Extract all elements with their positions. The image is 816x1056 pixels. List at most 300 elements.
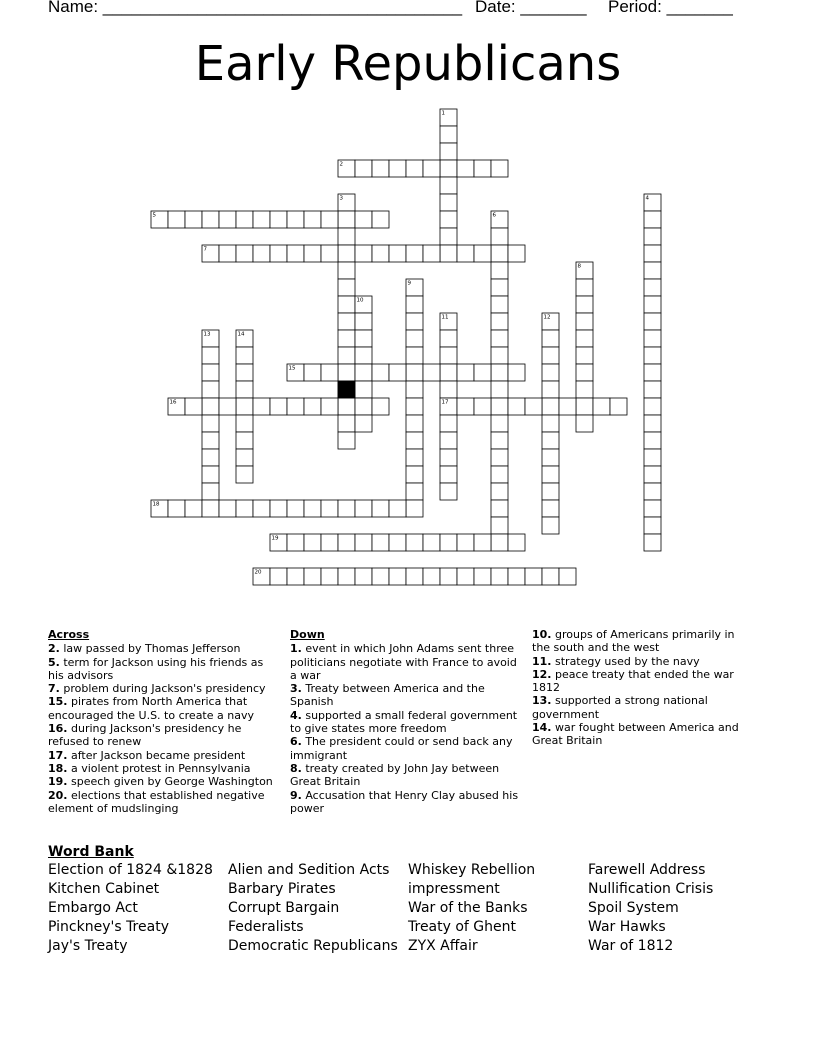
word-bank-item: War Hawks <box>588 919 666 935</box>
word-bank-item: War of 1812 <box>588 938 674 954</box>
grid-cell[interactable] <box>355 381 372 398</box>
grid-cell[interactable] <box>491 330 508 347</box>
grid-cell[interactable] <box>491 364 508 381</box>
clue-number: 18. <box>48 761 68 775</box>
grid-cell[interactable] <box>355 534 372 551</box>
grid-cell[interactable] <box>542 432 559 449</box>
grid-cell[interactable] <box>338 296 355 313</box>
grid-cell[interactable] <box>576 313 593 330</box>
grid-cell[interactable] <box>236 415 253 432</box>
grid-cell[interactable] <box>644 483 661 500</box>
grid-cell[interactable] <box>542 500 559 517</box>
grid-cell[interactable] <box>576 415 593 432</box>
grid-cell[interactable] <box>440 330 457 347</box>
grid-cell[interactable] <box>304 398 321 415</box>
grid-cell[interactable] <box>525 398 542 415</box>
grid-cell[interactable] <box>491 517 508 534</box>
grid-cell[interactable] <box>423 160 440 177</box>
grid-cell[interactable] <box>406 568 423 585</box>
grid-cell[interactable] <box>576 398 593 415</box>
clue-item <box>48 695 280 722</box>
clue-text: elections that established negative element of mudslinging <box>48 788 265 815</box>
grid-cell[interactable] <box>457 568 474 585</box>
word-bank-item: Jay's Treaty <box>48 938 128 954</box>
grid-cell[interactable] <box>457 364 474 381</box>
grid-cell[interactable] <box>440 381 457 398</box>
grid-cell[interactable] <box>423 568 440 585</box>
grid-cell[interactable] <box>457 398 474 415</box>
grid-cell[interactable] <box>338 330 355 347</box>
grid-cell[interactable] <box>338 228 355 245</box>
grid-cell[interactable] <box>440 466 457 483</box>
grid-cell[interactable] <box>389 534 406 551</box>
grid-cell[interactable] <box>474 245 491 262</box>
grid-cell[interactable] <box>236 211 253 228</box>
clue-text: supported a small federal government to give states more freedom <box>290 708 518 736</box>
grid-cell[interactable] <box>372 160 389 177</box>
grid-cell[interactable] <box>406 500 423 517</box>
grid-cell[interactable] <box>491 296 508 313</box>
grid-cell[interactable] <box>644 296 661 313</box>
grid-cell[interactable] <box>372 568 389 585</box>
grid-cell[interactable] <box>423 364 440 381</box>
grid-cell[interactable] <box>440 364 457 381</box>
clue-number: 16. <box>48 722 68 736</box>
clue-number: 4. <box>290 708 302 722</box>
grid-cell[interactable] <box>508 245 525 262</box>
grid-cell[interactable] <box>406 364 423 381</box>
grid-cell[interactable] <box>440 143 457 160</box>
period-field[interactable]: Period: _______ <box>608 0 733 16</box>
grid-cell[interactable] <box>355 245 372 262</box>
grid-cell[interactable] <box>355 160 372 177</box>
grid-cell[interactable] <box>508 534 525 551</box>
grid-cell[interactable] <box>542 381 559 398</box>
grid-cell[interactable] <box>389 364 406 381</box>
grid-cell[interactable] <box>491 415 508 432</box>
grid-cell[interactable] <box>542 517 559 534</box>
grid-cell[interactable] <box>491 398 508 415</box>
grid-cell[interactable] <box>576 347 593 364</box>
word-bank-item: Farewell Address <box>588 862 706 878</box>
grid-cell[interactable] <box>542 364 559 381</box>
grid-cell[interactable] <box>355 347 372 364</box>
clue-number: 2. <box>48 642 60 656</box>
grid-cell[interactable] <box>270 398 287 415</box>
grid-cell[interactable] <box>270 500 287 517</box>
clue-text: law passed by Thomas Jefferson <box>59 642 241 656</box>
grid-cell[interactable] <box>202 483 219 500</box>
clue-item <box>48 775 280 788</box>
cell-number: 12 <box>543 314 551 321</box>
grid-cell[interactable] <box>491 228 508 245</box>
grid-cell[interactable] <box>304 568 321 585</box>
grid-cell[interactable] <box>491 245 508 262</box>
grid-cell[interactable] <box>236 466 253 483</box>
grid-cell[interactable] <box>287 398 304 415</box>
word-bank-item: Treaty of Ghent <box>408 919 517 935</box>
grid-cell[interactable] <box>236 432 253 449</box>
clue-number: 19. <box>48 775 68 789</box>
grid-cell[interactable] <box>508 568 525 585</box>
grid-cell[interactable] <box>253 245 270 262</box>
clue-item <box>532 628 754 655</box>
grid-cell[interactable] <box>270 245 287 262</box>
grid-cell[interactable] <box>644 415 661 432</box>
grid-cell[interactable] <box>559 398 576 415</box>
grid-cell[interactable] <box>644 534 661 551</box>
grid-cell[interactable] <box>304 245 321 262</box>
grid-cell[interactable] <box>355 330 372 347</box>
grid-cell[interactable] <box>406 534 423 551</box>
clue-item <box>48 749 280 762</box>
grid-cell[interactable] <box>287 500 304 517</box>
grid-cell[interactable] <box>236 381 253 398</box>
grid-cell[interactable] <box>338 415 355 432</box>
grid-cell[interactable] <box>219 245 236 262</box>
grid-cell[interactable] <box>440 194 457 211</box>
grid-cell[interactable] <box>304 534 321 551</box>
clue-item <box>290 735 526 762</box>
grid-cell[interactable] <box>491 262 508 279</box>
grid-cell[interactable] <box>236 364 253 381</box>
grid-cell[interactable] <box>355 364 372 381</box>
clue-item <box>48 762 280 775</box>
grid-cell[interactable] <box>406 466 423 483</box>
grid-cell[interactable] <box>542 568 559 585</box>
clue-number: 13. <box>532 694 552 708</box>
cell-number: 4 <box>645 195 649 202</box>
clue-text: treaty created by John Jay between Great Britain <box>290 761 500 789</box>
grid-cell[interactable] <box>576 364 593 381</box>
grid-cell[interactable] <box>644 381 661 398</box>
clue-text: event in which John Adams sent three politicians negotiate with France to avoid a war <box>290 642 517 682</box>
grid-cell[interactable] <box>406 160 423 177</box>
name-field[interactable]: Name: ______________________________________ <box>48 0 463 16</box>
grid-cell[interactable] <box>372 245 389 262</box>
word-bank-item: Pinckney's Treaty <box>48 919 169 935</box>
grid-cell[interactable] <box>338 432 355 449</box>
grid-cell[interactable] <box>372 211 389 228</box>
grid-cell[interactable] <box>440 432 457 449</box>
grid-cell[interactable] <box>440 126 457 143</box>
grid-cell[interactable] <box>236 245 253 262</box>
grid-cell[interactable] <box>491 432 508 449</box>
clue-number: 20. <box>48 788 68 802</box>
down-heading: Down <box>290 628 325 641</box>
grid-cell[interactable] <box>168 211 185 228</box>
clue-item <box>532 668 754 695</box>
cell-number: 1 <box>441 110 445 117</box>
clue-number: 7. <box>48 682 60 696</box>
grid-cell[interactable] <box>372 364 389 381</box>
grid-cell[interactable] <box>423 245 440 262</box>
grid-cell[interactable] <box>304 500 321 517</box>
grid-cell[interactable] <box>338 534 355 551</box>
grid-cell[interactable] <box>491 160 508 177</box>
grid-cell[interactable] <box>321 500 338 517</box>
grid-cell[interactable] <box>236 500 253 517</box>
grid-cell[interactable] <box>219 398 236 415</box>
grid-cell[interactable] <box>508 398 525 415</box>
grid-cell[interactable] <box>355 211 372 228</box>
grid-cell[interactable] <box>202 415 219 432</box>
cell-number: 6 <box>492 212 496 219</box>
grid-cell[interactable] <box>202 347 219 364</box>
grid-cell[interactable] <box>644 330 661 347</box>
grid-cell[interactable] <box>304 364 321 381</box>
grid-cell[interactable] <box>321 364 338 381</box>
grid-cell[interactable] <box>304 211 321 228</box>
grid-cell[interactable] <box>355 398 372 415</box>
clue-number: 1. <box>290 642 302 656</box>
grid-cell[interactable] <box>440 245 457 262</box>
clue-item <box>290 762 526 789</box>
grid-cell[interactable] <box>202 398 219 415</box>
grid-cell[interactable] <box>474 398 491 415</box>
grid-cell[interactable] <box>440 568 457 585</box>
grid-cell[interactable] <box>372 500 389 517</box>
word-bank-item: Federalists <box>228 919 304 935</box>
word-bank-item: impressment <box>408 881 500 897</box>
grid-cell[interactable] <box>185 211 202 228</box>
grid-cell[interactable] <box>202 449 219 466</box>
grid-cell[interactable] <box>372 534 389 551</box>
grid-cell[interactable] <box>576 296 593 313</box>
cell-number: 13 <box>203 331 211 338</box>
date-field[interactable]: Date: _______ <box>475 0 587 16</box>
grid-cell[interactable] <box>644 313 661 330</box>
grid-cell[interactable] <box>219 500 236 517</box>
grid-cell[interactable] <box>491 483 508 500</box>
grid-cell[interactable] <box>406 381 423 398</box>
clue-number: 11. <box>532 654 552 668</box>
clue-text: during Jackson's presidency he refused to renew <box>48 722 242 749</box>
grid-cell[interactable] <box>542 330 559 347</box>
grid-cell[interactable] <box>644 466 661 483</box>
grid-cell[interactable] <box>202 364 219 381</box>
grid-cell[interactable] <box>644 262 661 279</box>
grid-cell[interactable] <box>338 568 355 585</box>
grid-cell[interactable] <box>440 483 457 500</box>
grid-cell[interactable] <box>321 534 338 551</box>
grid-cell[interactable] <box>423 534 440 551</box>
word-bank-item: Kitchen Cabinet <box>48 881 160 897</box>
grid-cell[interactable] <box>338 500 355 517</box>
cell-number: 7 <box>203 246 207 253</box>
grid-cell[interactable] <box>440 449 457 466</box>
grid-cell[interactable] <box>576 330 593 347</box>
grid-cell[interactable] <box>321 398 338 415</box>
grid-cell[interactable] <box>355 500 372 517</box>
grid-cell[interactable] <box>338 245 355 262</box>
cell-number: 14 <box>237 331 245 338</box>
cell-number: 8 <box>577 263 581 270</box>
grid-cell[interactable] <box>508 364 525 381</box>
grid-cell[interactable] <box>474 534 491 551</box>
grid-cell[interactable] <box>491 568 508 585</box>
grid-cell[interactable] <box>491 466 508 483</box>
grid-cell[interactable] <box>457 245 474 262</box>
grid-cell[interactable] <box>253 398 270 415</box>
grid-cell[interactable] <box>287 568 304 585</box>
grid-cell[interactable] <box>542 398 559 415</box>
grid-cell[interactable] <box>644 279 661 296</box>
grid-cell[interactable] <box>338 364 355 381</box>
clue-number: 17. <box>48 748 68 762</box>
grid-cell[interactable] <box>576 279 593 296</box>
grid-cell[interactable] <box>644 432 661 449</box>
grid-cell[interactable] <box>559 568 576 585</box>
clue-item <box>290 682 526 709</box>
grid-cell[interactable] <box>355 415 372 432</box>
grid-cell[interactable] <box>406 330 423 347</box>
grid-cell[interactable] <box>270 211 287 228</box>
grid-cell[interactable] <box>440 534 457 551</box>
grid-cell[interactable] <box>491 381 508 398</box>
grid-cell[interactable] <box>491 279 508 296</box>
grid-cell[interactable] <box>457 160 474 177</box>
grid-cell[interactable] <box>202 211 219 228</box>
black-cell <box>338 381 355 398</box>
cell-number: 5 <box>152 212 156 219</box>
grid-cell[interactable] <box>644 211 661 228</box>
clue-item <box>532 721 754 748</box>
grid-cell[interactable] <box>270 568 287 585</box>
grid-cell[interactable] <box>542 483 559 500</box>
clue-number: 3. <box>290 682 302 696</box>
grid-cell[interactable] <box>491 500 508 517</box>
grid-cell[interactable] <box>338 347 355 364</box>
grid-cell[interactable] <box>202 500 219 517</box>
grid-cell[interactable] <box>542 347 559 364</box>
word-bank-item: ZYX Affair <box>408 938 478 954</box>
clue-item <box>48 682 280 695</box>
grid-cell[interactable] <box>406 449 423 466</box>
clue-item <box>532 655 754 668</box>
grid-cell[interactable] <box>389 500 406 517</box>
grid-cell[interactable] <box>321 568 338 585</box>
grid-cell[interactable] <box>644 347 661 364</box>
grid-cell[interactable] <box>202 432 219 449</box>
grid-cell[interactable] <box>406 245 423 262</box>
grid-cell[interactable] <box>491 534 508 551</box>
clue-number: 5. <box>48 655 60 669</box>
grid-cell[interactable] <box>202 466 219 483</box>
clue-text: peace treaty that ended the war 1812 <box>532 667 734 695</box>
grid-cell[interactable] <box>321 211 338 228</box>
grid-cell[interactable] <box>185 398 202 415</box>
grid-cell[interactable] <box>389 160 406 177</box>
grid-cell[interactable] <box>644 364 661 381</box>
grid-cell[interactable] <box>406 432 423 449</box>
grid-cell[interactable] <box>644 245 661 262</box>
grid-cell[interactable] <box>542 466 559 483</box>
grid-cell[interactable] <box>202 381 219 398</box>
grid-cell[interactable] <box>542 449 559 466</box>
grid-cell[interactable] <box>253 500 270 517</box>
grid-cell[interactable] <box>576 381 593 398</box>
grid-cell[interactable] <box>644 517 661 534</box>
grid-cell[interactable] <box>253 211 270 228</box>
grid-cell[interactable] <box>185 500 202 517</box>
grid-cell[interactable] <box>338 211 355 228</box>
clue-item <box>290 709 526 736</box>
grid-cell[interactable] <box>644 449 661 466</box>
grid-cell[interactable] <box>355 568 372 585</box>
clue-text: groups of Americans primarily in the south and the west <box>532 628 735 655</box>
grid-cell[interactable] <box>406 483 423 500</box>
word-bank-item: Democratic Republicans <box>228 938 398 954</box>
grid-cell[interactable] <box>406 415 423 432</box>
grid-cell[interactable] <box>491 347 508 364</box>
clue-text: problem during Jackson's presidency <box>59 682 266 696</box>
grid-cell[interactable] <box>644 398 661 415</box>
grid-cell[interactable] <box>440 228 457 245</box>
grid-cell[interactable] <box>406 296 423 313</box>
clue-number: 15. <box>48 695 68 709</box>
grid-cell[interactable] <box>525 568 542 585</box>
grid-cell[interactable] <box>440 347 457 364</box>
grid-cell[interactable] <box>440 177 457 194</box>
word-bank-title: Word Bank <box>48 844 134 860</box>
grid-cell[interactable] <box>593 398 610 415</box>
grid-cell[interactable] <box>440 160 457 177</box>
cell-number: 2 <box>339 161 343 168</box>
grid-cell[interactable] <box>491 313 508 330</box>
grid-cell[interactable] <box>236 449 253 466</box>
grid-cell[interactable] <box>457 534 474 551</box>
grid-cell[interactable] <box>168 500 185 517</box>
grid-cell[interactable] <box>440 415 457 432</box>
grid-cell[interactable] <box>610 398 627 415</box>
grid-cell[interactable] <box>372 398 389 415</box>
grid-cell[interactable] <box>389 568 406 585</box>
grid-cell[interactable] <box>406 347 423 364</box>
grid-cell[interactable] <box>474 160 491 177</box>
clue-text: term for Jackson using his friends as his advisors <box>48 655 264 682</box>
clue-number: 8. <box>290 761 302 775</box>
grid-cell[interactable] <box>440 211 457 228</box>
grid-cell[interactable] <box>491 449 508 466</box>
grid-cell[interactable] <box>644 500 661 517</box>
cell-number: 16 <box>169 399 177 406</box>
word-bank-item: Barbary Pirates <box>228 881 336 897</box>
grid-cell[interactable] <box>236 398 253 415</box>
grid-cell[interactable] <box>287 534 304 551</box>
word-bank-item: Alien and Sedition Acts <box>228 862 390 878</box>
grid-cell[interactable] <box>542 415 559 432</box>
grid-cell[interactable] <box>338 398 355 415</box>
grid-cell[interactable] <box>355 313 372 330</box>
grid-cell[interactable] <box>474 364 491 381</box>
grid-cell[interactable] <box>406 398 423 415</box>
grid-cell[interactable] <box>389 245 406 262</box>
grid-cell[interactable] <box>219 211 236 228</box>
grid-cell[interactable] <box>406 313 423 330</box>
clue-text: after Jackson became president <box>67 748 246 762</box>
grid-cell[interactable] <box>338 279 355 296</box>
grid-cell[interactable] <box>321 245 338 262</box>
grid-cell[interactable] <box>644 228 661 245</box>
grid-cell[interactable] <box>338 313 355 330</box>
grid-cell[interactable] <box>287 211 304 228</box>
grid-cell[interactable] <box>287 245 304 262</box>
grid-cell[interactable] <box>236 347 253 364</box>
grid-cell[interactable] <box>338 262 355 279</box>
clue-text: supported a strong national government <box>532 694 708 721</box>
grid-cell[interactable] <box>474 568 491 585</box>
